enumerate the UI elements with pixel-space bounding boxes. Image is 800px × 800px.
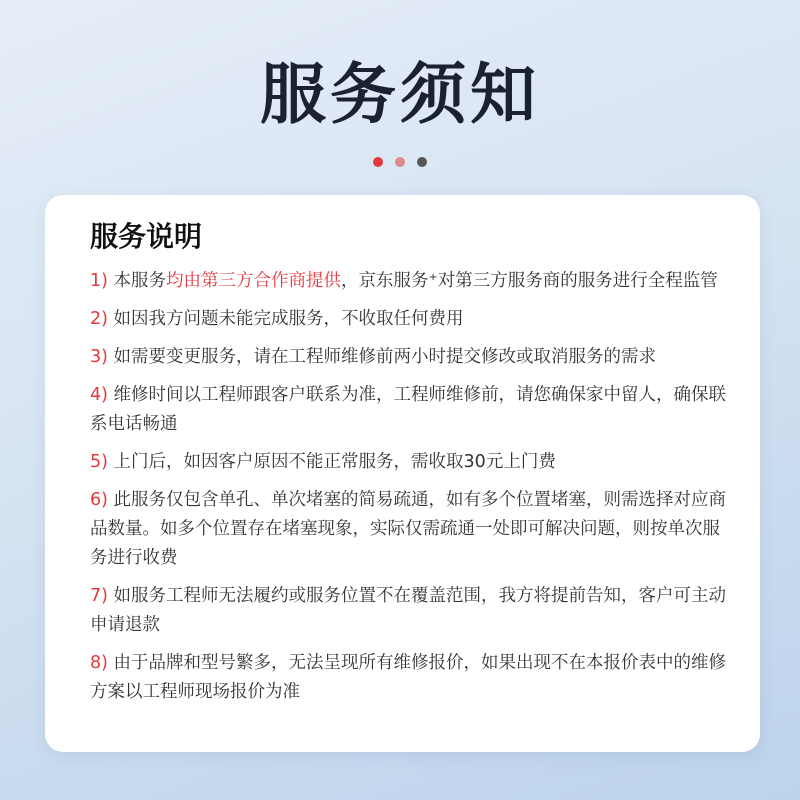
item-text: 上门后，如因客户原因不能正常服务，需收取30元上门费 xyxy=(113,452,556,472)
item-text: 如服务工程师无法履约或服务位置不在覆盖范围，我方将提前告知，客户可主动申请退款 xyxy=(90,586,727,635)
page-title: 服务须知 xyxy=(260,56,540,133)
service-notice-card xyxy=(45,195,760,752)
notice-list xyxy=(90,267,730,716)
item-number: 4) xyxy=(90,385,108,405)
list-item xyxy=(90,343,730,372)
list-item xyxy=(90,486,730,573)
list-item xyxy=(90,649,730,707)
list-item xyxy=(90,448,730,477)
item-number: 5) xyxy=(90,452,108,472)
item-number: 7) xyxy=(90,586,108,606)
pagination-dots xyxy=(0,157,800,167)
list-item xyxy=(90,381,730,439)
dot xyxy=(395,157,405,167)
item-number: 6) xyxy=(90,490,108,510)
list-item xyxy=(90,582,730,640)
item-highlight: 均由第三方合作商提供 xyxy=(166,271,342,291)
item-text: 维修时间以工程师跟客户联系为准，工程师维修前，请您确保家中留人，确保联系电话畅通 xyxy=(90,385,727,434)
item-text: 此服务仅包含单孔、单次堵塞的简易疏通，如有多个位置堵塞，则需选择对应商品数量。如多个位置存在堵塞现象，实际仅需疏通一处即可解决问题，则按单次服务进行收费 xyxy=(90,490,727,568)
item-number: 2) xyxy=(90,309,108,329)
item-text: 如因我方问题未能完成服务，不收取任何费用 xyxy=(113,309,464,329)
list-item xyxy=(90,267,730,296)
item-text: 如需要变更服务，请在工程师维修前两小时提交修改或取消服务的需求 xyxy=(113,347,657,367)
item-number: 1) xyxy=(90,271,108,291)
list-item xyxy=(90,305,730,334)
item-text: 由于品牌和型号繁多，无法呈现所有维修报价，如果出现不在本报价表中的维修方案以工程师现场报价为准 xyxy=(90,653,727,702)
item-text: 本服务 xyxy=(113,271,167,291)
card-title: 服务说明 xyxy=(90,220,203,253)
item-text: ，京东服务⁺对第三方服务商的服务进行全程监管 xyxy=(341,271,718,291)
item-number: 8) xyxy=(90,653,108,673)
dot-active xyxy=(373,157,383,167)
dot xyxy=(417,157,427,167)
item-number: 3) xyxy=(90,347,108,367)
